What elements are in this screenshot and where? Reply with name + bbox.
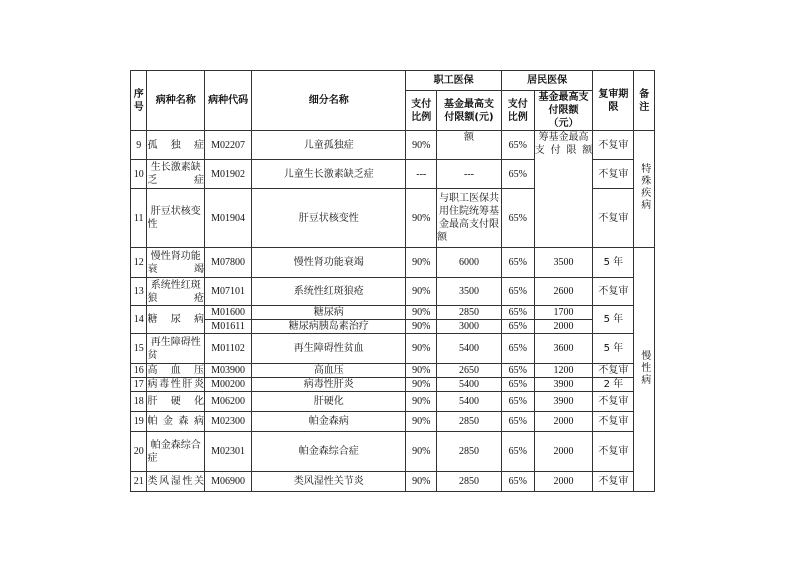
header-sub-name: 细分名称 — [252, 71, 406, 131]
cell-seq: 10 — [131, 160, 147, 189]
cell-review: 5 年 — [593, 306, 634, 334]
cell-disease-name: 慢性肾功能衰竭 — [147, 248, 205, 278]
header-res-limit: 基金最高支付限额（元） — [534, 91, 593, 131]
cell-emp-limit: 2850 — [437, 412, 502, 432]
header-employee-insurance: 职工医保 — [406, 71, 502, 91]
cell-seq: 19 — [131, 412, 147, 432]
table-row — [131, 378, 655, 392]
cell-review: 2 年 — [593, 378, 634, 392]
cell-review: 不复审 — [593, 278, 634, 306]
cell-res-ratio: 65% — [501, 334, 534, 364]
cell-review: 不复审 — [593, 131, 634, 160]
table-row — [131, 278, 655, 306]
cell-res-ratio: 65% — [501, 392, 534, 412]
remark-special-label: 特殊疾病 — [638, 163, 650, 211]
cell-res-limit: 3900 — [534, 378, 593, 392]
cell-sub-name: 系统性红斑狼疮 — [252, 278, 406, 306]
cell-seq: 20 — [131, 432, 147, 472]
cell-sub-name: 儿童生长激素缺乏症 — [252, 160, 406, 189]
cell-disease-name: 肝硬化 — [147, 392, 205, 412]
cell-disease-name: 病毒性肝炎 — [147, 379, 204, 390]
cell-sub-name: 糖尿病胰岛素治疗 — [252, 320, 406, 334]
cell-sub-name: 慢性肾功能衰竭 — [252, 248, 406, 278]
cell-res-limit: 3600 — [534, 334, 593, 364]
cell-disease-code: M01600 — [204, 306, 251, 320]
cell-disease-code: M02300 — [204, 412, 251, 432]
cell-emp-ratio: 90% — [406, 334, 437, 364]
cell-emp-ratio: 90% — [406, 131, 437, 160]
cell-review: 不复审 — [593, 392, 634, 412]
header-emp-limit: 基金最高支付限额(元) — [437, 91, 502, 131]
cell-review: 不复审 — [593, 160, 634, 189]
cell-disease-code: M06200 — [204, 392, 251, 412]
cell-sub-name: 高血压 — [252, 364, 406, 378]
cell-seq: 18 — [131, 392, 147, 412]
cell-disease-code: M01902 — [204, 160, 251, 189]
cell-seq: 13 — [131, 278, 147, 306]
cell-emp-ratio: 90% — [406, 248, 437, 278]
cell-sub-name: 肝硬化 — [252, 392, 406, 412]
cell-sub-name: 帕金森综合症 — [252, 432, 406, 472]
cell-emp-ratio: 90% — [406, 378, 437, 392]
cell-res-limit: 1700 — [534, 306, 593, 320]
table-row — [131, 248, 655, 278]
cell-res-ratio: 65% — [501, 412, 534, 432]
cell-sub-name: 类风湿性关节炎 — [252, 472, 406, 492]
cell-emp-ratio: 90% — [406, 364, 437, 378]
cell-disease-name: 帕金森病 — [147, 412, 205, 432]
cell-disease-name: 生长激素缺乏症 — [147, 160, 205, 189]
cell-res-ratio: 65% — [501, 160, 534, 189]
cell-seq: 16 — [131, 364, 147, 378]
cell-remark-chronic — [634, 248, 655, 492]
cell-sub-name: 肝豆状核变性 — [252, 189, 406, 248]
cell-emp-limit-shared: 与职工医保共用住院统筹基金最高支付限额 — [437, 189, 502, 248]
cell-review: 5 年 — [593, 248, 634, 278]
cell-remark-special — [634, 131, 655, 248]
cell-res-ratio: 65% — [501, 432, 534, 472]
cell-res-limit: 3900 — [534, 392, 593, 412]
cell-emp-limit: 2850 — [437, 306, 502, 320]
cell-emp-limit: --- — [437, 160, 502, 189]
cell-disease-code: M01904 — [204, 189, 251, 248]
cell-review: 不复审 — [593, 472, 634, 492]
cell-sub-name: 帕金森病 — [252, 412, 406, 432]
cell-res-limit: 3500 — [534, 248, 593, 278]
cell-res-limit: 2000 — [534, 472, 593, 492]
table-row — [131, 334, 655, 364]
cell-emp-limit: 额 — [437, 131, 502, 160]
cell-emp-limit: 5400 — [437, 378, 502, 392]
cell-disease-name: 糖尿病 — [147, 306, 205, 334]
disease-payment-table — [130, 70, 655, 492]
table-row — [131, 131, 655, 160]
cell-res-limit: 2000 — [534, 432, 593, 472]
cell-emp-ratio: 90% — [406, 472, 437, 492]
cell-emp-ratio: 90% — [406, 392, 437, 412]
cell-disease-name: 高血压 — [147, 365, 204, 376]
header-disease-name: 病种名称 — [147, 71, 205, 131]
cell-emp-ratio: 90% — [406, 189, 437, 248]
cell-review: 5 年 — [593, 334, 634, 364]
table-row — [131, 364, 655, 378]
header-remark: 备注 — [634, 71, 655, 131]
header-disease-code: 病种代码 — [204, 71, 251, 131]
cell-emp-limit: 5400 — [437, 392, 502, 412]
cell-disease-code: M00200 — [204, 378, 251, 392]
cell-res-limit-shared: 筹基金最高支付限额 — [534, 131, 593, 248]
cell-emp-limit: 2850 — [437, 432, 502, 472]
cell-emp-limit: 3500 — [437, 278, 502, 306]
cell-review: 不复审 — [593, 189, 634, 248]
cell-emp-limit: 3000 — [437, 320, 502, 334]
cell-seq: 12 — [131, 248, 147, 278]
table-row — [131, 432, 655, 472]
cell-disease-name: 再生障碍性贫 — [147, 334, 205, 364]
cell-emp-limit: 5400 — [437, 334, 502, 364]
cell-sub-name: 再生障碍性贫血 — [252, 334, 406, 364]
cell-sub-name: 儿童孤独症 — [252, 131, 406, 160]
cell-emp-ratio: 90% — [406, 320, 437, 334]
cell-disease-name: 系统性红斑狼疮 — [147, 279, 204, 304]
cell-emp-ratio: 90% — [406, 412, 437, 432]
cell-emp-ratio: --- — [406, 160, 437, 189]
header-emp-ratio: 支付比例 — [406, 91, 437, 131]
cell-review: 不复审 — [593, 412, 634, 432]
cell-emp-ratio: 90% — [406, 432, 437, 472]
cell-disease-code: M01611 — [204, 320, 251, 334]
cell-seq: 17 — [131, 378, 147, 392]
cell-disease-code: M02301 — [204, 432, 251, 472]
cell-disease-name: 孤独症 — [147, 131, 205, 160]
table-row — [131, 472, 655, 492]
cell-res-limit: 2600 — [534, 278, 593, 306]
table-row — [131, 320, 655, 334]
cell-seq: 21 — [131, 472, 147, 492]
cell-emp-limit: 6000 — [437, 248, 502, 278]
cell-res-ratio: 65% — [501, 248, 534, 278]
cell-res-ratio: 65% — [501, 472, 534, 492]
cell-res-ratio: 65% — [501, 364, 534, 378]
table-row — [131, 306, 655, 320]
cell-sub-name: 病毒性肝炎 — [252, 378, 406, 392]
cell-disease-code: M06900 — [204, 472, 251, 492]
cell-disease-code: M07800 — [204, 248, 251, 278]
cell-seq: 11 — [131, 189, 147, 248]
cell-res-limit: 2000 — [534, 412, 593, 432]
header-res-ratio: 支付比例 — [501, 91, 534, 131]
cell-disease-name: 类风湿性关 — [147, 472, 205, 492]
cell-res-ratio: 65% — [501, 306, 534, 320]
header-review-period: 复审期限 — [593, 71, 634, 131]
table-row — [131, 412, 655, 432]
cell-res-limit: 2000 — [534, 320, 593, 334]
cell-res-ratio: 65% — [501, 320, 534, 334]
cell-emp-ratio: 90% — [406, 278, 437, 306]
cell-seq: 9 — [131, 131, 147, 160]
cell-disease-code: M03900 — [204, 364, 251, 378]
cell-res-ratio: 65% — [501, 131, 534, 160]
cell-emp-limit: 2850 — [437, 472, 502, 492]
table-row — [131, 392, 655, 412]
cell-res-ratio: 65% — [501, 378, 534, 392]
cell-emp-limit: 2650 — [437, 364, 502, 378]
cell-res-ratio: 65% — [501, 189, 534, 248]
remark-chronic-label: 慢性病 — [638, 349, 650, 386]
cell-seq: 14 — [131, 306, 147, 334]
cell-review: 不复审 — [593, 432, 634, 472]
header-seq: 序号 — [131, 71, 147, 131]
cell-disease-code: M07101 — [204, 278, 251, 306]
cell-disease-name: 肝豆状核变性 — [147, 189, 205, 248]
header-resident-insurance: 居民医保 — [501, 71, 592, 91]
cell-res-ratio: 65% — [501, 278, 534, 306]
cell-disease-code: M01102 — [204, 334, 251, 364]
cell-disease-code: M02207 — [204, 131, 251, 160]
cell-res-limit: 1200 — [534, 364, 593, 378]
cell-seq: 15 — [131, 334, 147, 364]
cell-sub-name: 糖尿病 — [252, 306, 406, 320]
cell-review: 不复审 — [593, 364, 634, 378]
cell-disease-name: 帕金森综合症 — [147, 432, 205, 472]
cell-emp-ratio: 90% — [406, 306, 437, 320]
